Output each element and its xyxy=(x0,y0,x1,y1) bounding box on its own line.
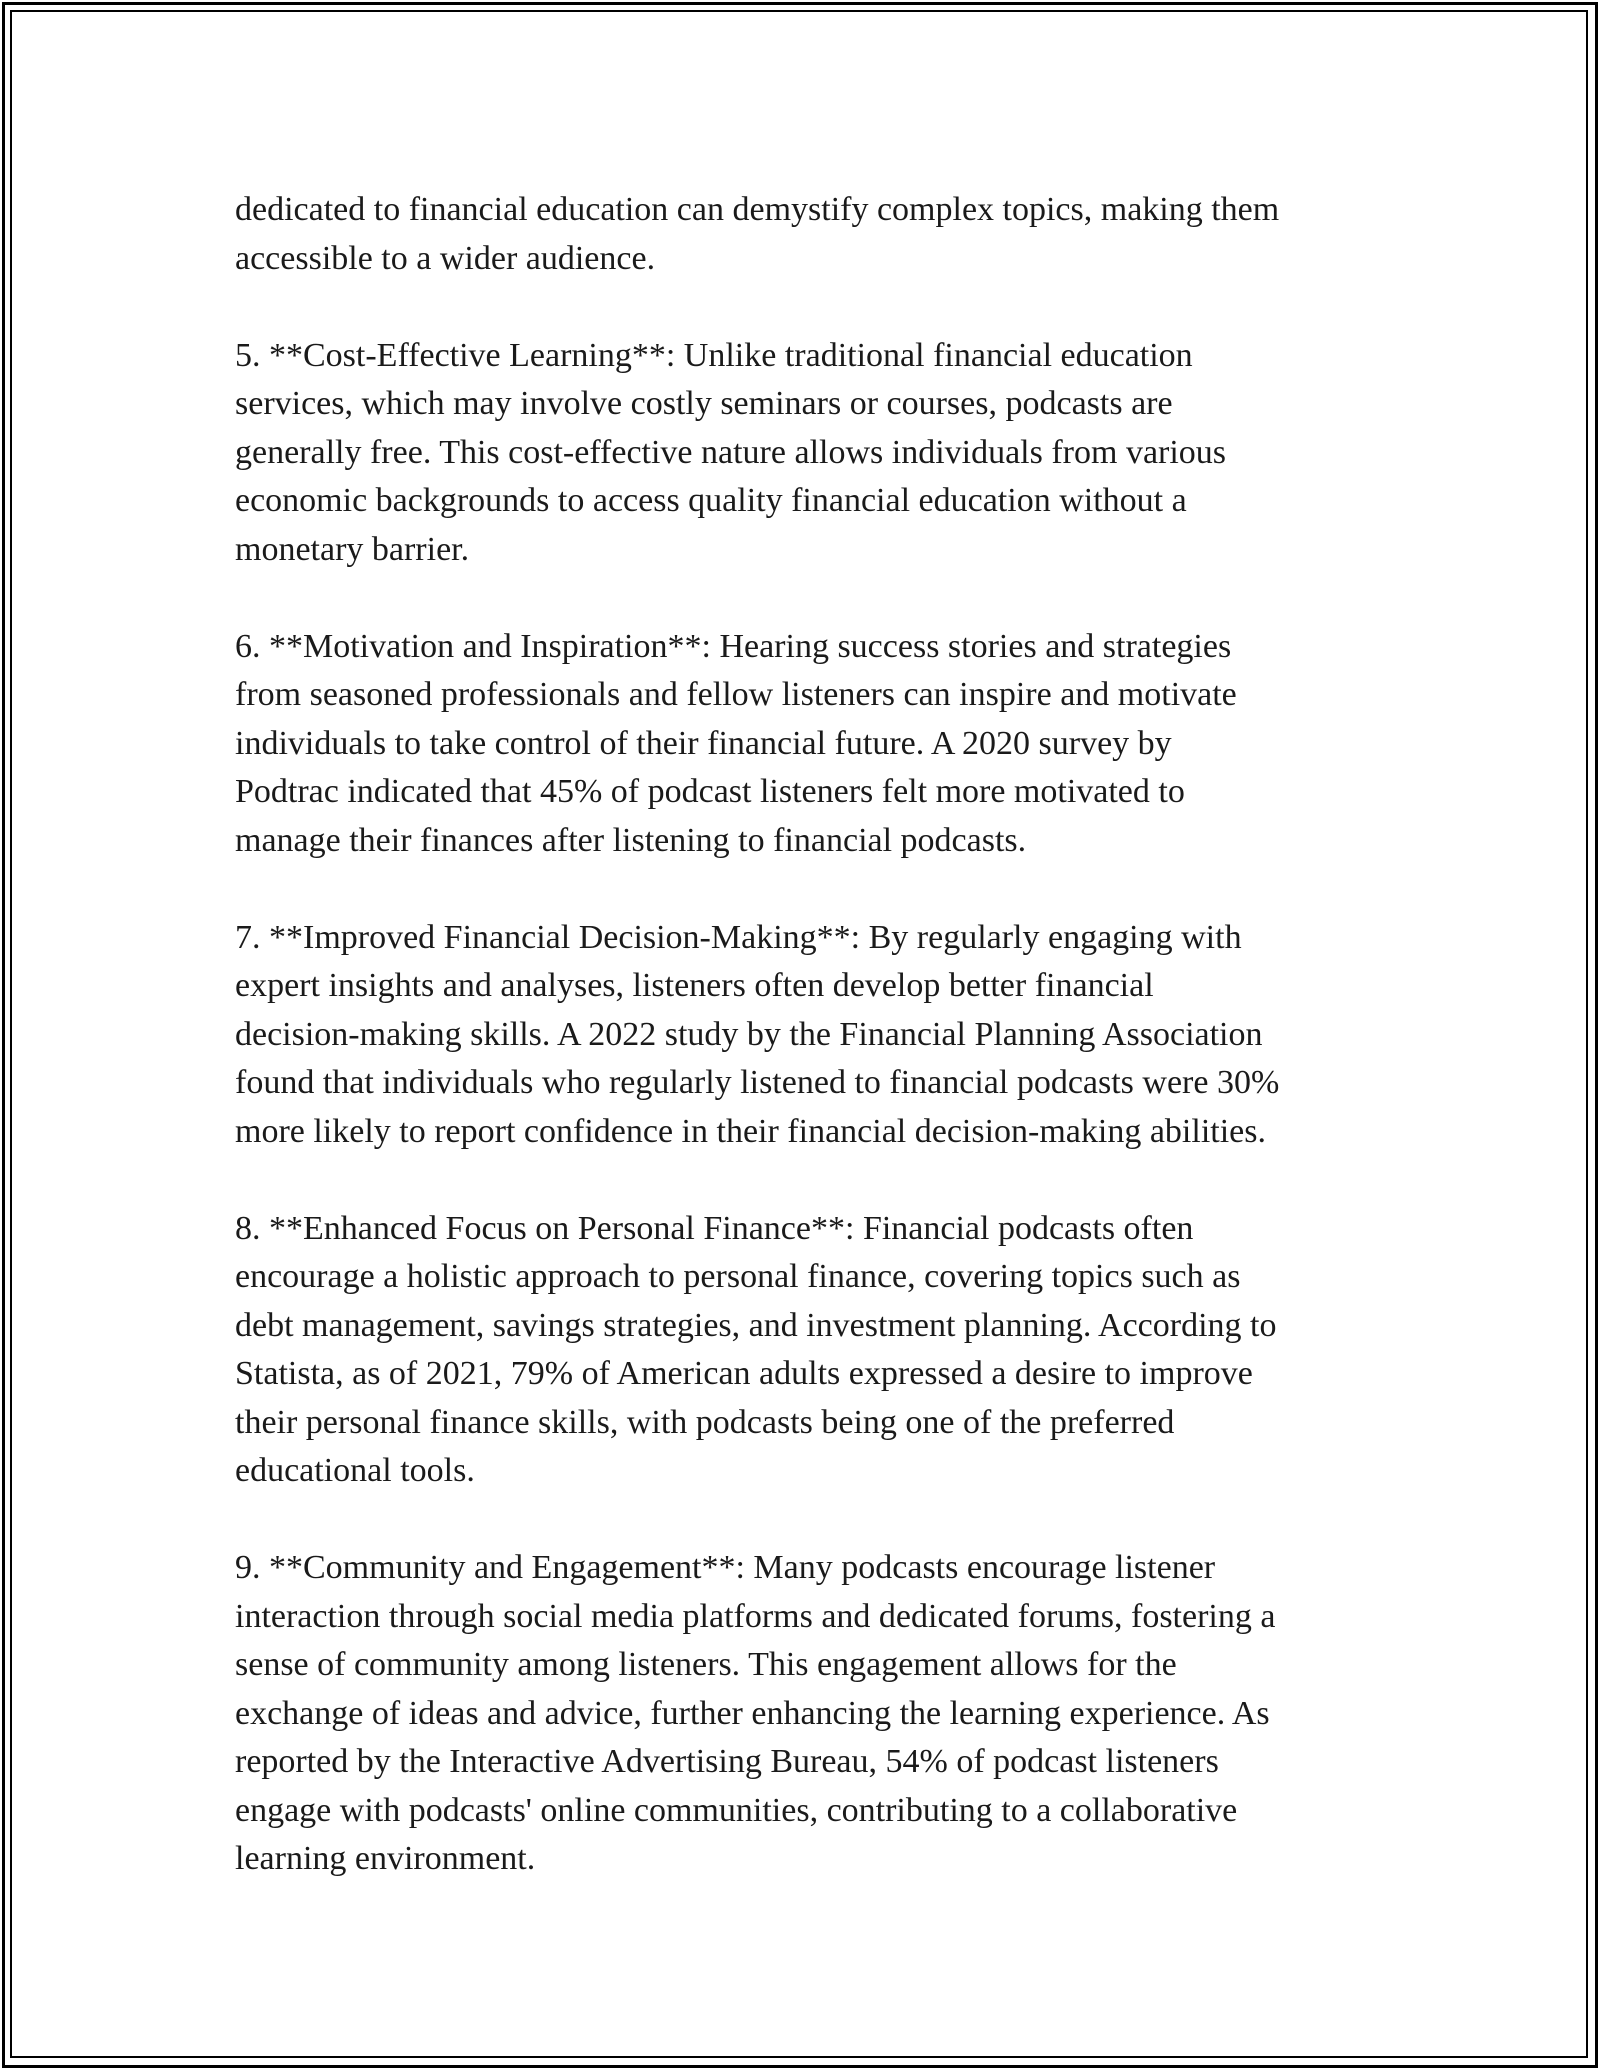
text-line: reported by the Interactive Advertising Bureau, 54% of podcast listeners xyxy=(235,1743,1219,1780)
text-line: Podtrac indicated that 45% of podcast listeners felt more motivated to xyxy=(235,773,1185,810)
text-line: manage their finances after listening to financial podcasts. xyxy=(235,821,1027,859)
text-line: 9. **Community and Engagement**: Many podcasts encourage listener xyxy=(235,1549,1216,1586)
text-line: expert insights and analyses, listeners often develop better financial xyxy=(235,967,1154,1004)
text-line: from seasoned professionals and fellow listeners can inspire and motivate xyxy=(235,676,1237,713)
text-line: accessible to a wider audience. xyxy=(235,239,656,277)
text-line: generally free. This cost-effective nature allows individuals from various xyxy=(235,433,1227,471)
paragraph-item-9 xyxy=(235,1544,1375,1884)
text-line: decision-making skills. A 2022 study by the Financial Planning Association xyxy=(235,1015,1263,1053)
text-line: 5. **Cost-Effective Learning**: Unlike traditional financial education xyxy=(235,336,1193,374)
document-body xyxy=(235,186,1375,1932)
text-line: educational tools. xyxy=(235,1452,475,1489)
text-line: encourage a holistic approach to personal finance, covering topics such as xyxy=(235,1258,1241,1295)
text-line: 7. **Improved Financial Decision-Making**: By regularly engaging with xyxy=(235,918,1242,956)
paragraph-item-8 xyxy=(235,1205,1375,1496)
text-line: Statista, as of 2021, 79% of American adults expressed a desire to improve xyxy=(235,1355,1253,1392)
text-line: 8. **Enhanced Focus on Personal Finance**: Financial podcasts often xyxy=(235,1209,1194,1247)
text-line: exchange of ideas and advice, further enhancing the learning experience. As xyxy=(235,1694,1270,1732)
text-line: individuals to take control of their financial future. A 2020 survey by xyxy=(235,724,1172,762)
text-line: found that individuals who regularly listened to financial podcasts were 30% xyxy=(235,1064,1280,1101)
text-line: sense of community among listeners. This engagement allows for the xyxy=(235,1646,1177,1683)
text-line: 6. **Motivation and Inspiration**: Hearing success stories and strategies xyxy=(235,627,1232,665)
text-line: dedicated to financial education can demystify complex topics, making them xyxy=(235,191,1280,228)
text-line: engage with podcasts' online communities, contributing to a collaborative xyxy=(235,1791,1238,1829)
paragraph-item-7 xyxy=(235,914,1375,1157)
paragraph-item-6 xyxy=(235,623,1375,866)
text-line: their personal finance skills, with podcasts being one of the preferred xyxy=(235,1403,1175,1441)
text-line: more likely to report confidence in their financial decision-making abilities. xyxy=(235,1112,1266,1150)
text-line: economic backgrounds to access quality financial education without a xyxy=(235,482,1187,519)
paragraph-intro-continuation xyxy=(235,186,1375,283)
text-line: debt management, savings strategies, and investment planning. According to xyxy=(235,1306,1277,1344)
text-line: interaction through social media platforms and dedicated forums, fostering a xyxy=(235,1597,1276,1635)
text-line: learning environment. xyxy=(235,1840,536,1877)
text-line: monetary barrier. xyxy=(235,530,470,568)
paragraph-item-5 xyxy=(235,332,1375,575)
text-line: services, which may involve costly seminars or courses, podcasts are xyxy=(235,385,1173,422)
